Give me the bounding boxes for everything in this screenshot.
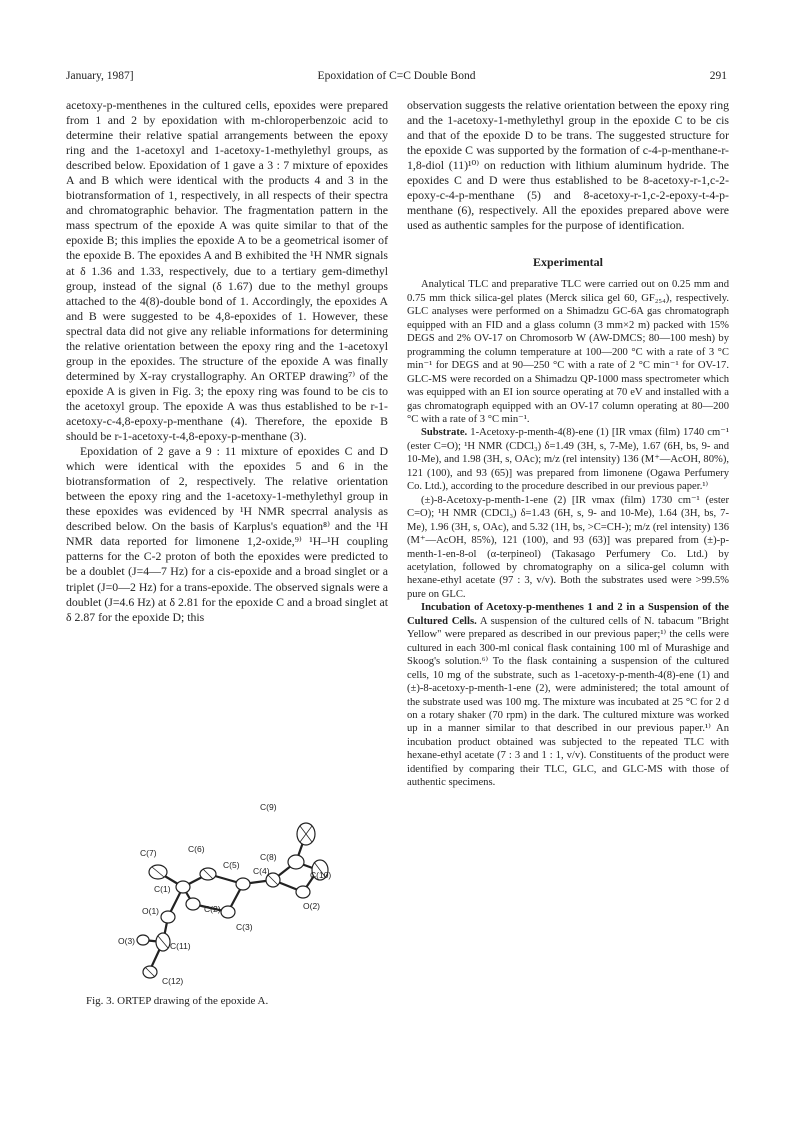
atom-label: O(3) xyxy=(118,936,135,946)
body-paragraph: Epoxidation of 2 gave a 9 : 11 mixture of epoxides C and D which were identical with the epoxides 5 and 6 in the biotransformation of 2, respectively. The relative orientation between the epoxy ring and the 1-acetoxy-1-methylethyl group in these epoxides was evidenced by ¹H NMR specrral analysis as described below. On the basis of Karplus's equation⁸⁾ and the ¹H NMR data reported for limonene 1,2-oxide,⁹⁾ ¹H–¹H coupling patterns for the C-2 proton of both the epoxides were predicted to be a doublet (J=4—7 Hz) for a cis-epoxide and a broad singlet or a triplet (J=0—2 Hz) for a trans-epoxide. The observed signals were a doublet (J=4.6 Hz) at δ 2.81 for the epoxide C and a broad singlet at δ 2.87 for the epoxide D; this xyxy=(66,444,388,624)
atom-label: C(2) xyxy=(204,904,221,914)
atom-label: C(7) xyxy=(140,848,157,858)
header-title: Epoxidation of C=C Double Bond xyxy=(317,70,476,82)
atom-label: C(3) xyxy=(236,922,253,932)
figure-caption: Fig. 3. ORTEP drawing of the epoxide A. xyxy=(86,995,269,1007)
atom-label: C(12) xyxy=(162,976,184,986)
ortep-drawing xyxy=(88,792,368,992)
running-header xyxy=(66,70,727,88)
paragraph-text: A suspension of the cultured cells of N. tabacum "Bright Yellow" were prepared as described in our previous paper;¹⁾ the cells were cultured in each 300-ml conical flask containing 100 ml of Murashige and Skoog's solution.⁶⁾ To the flask containing a suspension of the cultured cells, 10 mg of the substrate, such as 1-acetoxy-p-menth-4(8)-ene (1) and (±)-8-acetoxy-p-menth-1-ene (2), were administered; the total amount of the substrate used was 100 mg. The mixture was incubated at 25 °C for 2 d on a rotary shaker (70 rpm) in the dark. The cultured mixture was worked up in a manner similar to that described in our previous paper.¹⁾ An incubation product obtained was subjected to the repeated TLC with hexane-ethyl acetate (7 : 3 and 1 : 1, v/v). Constituents of the product were identified by comparing their TLC, GLC, and GLC-MS with those of authentic specimens. xyxy=(407,615,730,789)
atom-label: C(1) xyxy=(154,884,171,894)
experimental-section xyxy=(407,278,729,789)
body-paragraph: acetoxy-p-menthenes in the cultured cells, epoxides were prepared from 1 and 2 by epoxidation with m-chloroperbenzoic acid to determine their relative spatial arrangements between the epoxy ring and the 1-acetoxyl and 1-acetoxy-1-methylethyl groups, as described below. Epoxidation of 1 gave a 3 : 7 mixture of epoxides A and B which were identical with the products 4 and 3 in the biotransformation of 1, respectively, in all respects of their spectra and chromatographic behavior. The fragmentation pattern in the mass spectrum of the epoxide A was quite similar to that of the epoxide B; this implies the epoxide A to be a geometrical isomer of the epoxide B. The epoxides A and B exhibited the ¹H NMR signals at δ 1.36 and 1.33, respectively, due to a tertiary gem-dimethyl group, instead of the signal (δ 1.67) due to the methyl groups attached to the 4(8)-double bond of 1. Accordingly, the epoxides A and B were suggested to be 4,8-epoxides of 1. However, these spectral data did not give any reliable informations for determining the relative orientation between the epoxy ring and the 1-acetoxyl group in the epoxides. The structure of the epoxide A was finally determined by X-ray crystallography. An ORTEP drawing⁷⁾ of the epoxide A is given in Fig. 3; the epoxy ring was found to be cis to the acetoxyl group. The epoxide A was thus established to be r-1-acetoxy-c-4,8-epoxy-p-menthane (4). Therefore, the epoxide B should be r-1-acetoxy-t-4,8-epoxy-p-menthane (3). xyxy=(66,98,388,444)
page-number: 291 xyxy=(709,70,727,82)
body-paragraph xyxy=(407,601,729,789)
atom-label: O(2) xyxy=(303,901,320,911)
left-column xyxy=(66,98,388,625)
body-paragraph: (±)-8-Acetoxy-p-menth-1-ene (2) [IR νmax (film) 1730 cm⁻¹ (ester C=O); ¹H NMR (CDCl₃) δ=1.43 (6H, s, 9- and 10-Me), 1.64 (3H, bs, 7-Me), 1.96 (3H, s, OAc), and 5.32 (1H, bs, >C=CH-); m/z (rel intensity) 136 (M⁺—AcOH, 85%), 121 (100), and 93 (63)] was prepared from (±)-p-menth-1-en-8-ol (α-terpineol) (Takasago Perfumery Co. Ltd.) by acetylation, followed by chromatography on a silica-gel column with hexane-ethyl acetate (97 : 3, v/v). Both the substrates used were >99.5% pure on GLC. xyxy=(407,494,729,600)
atom-label: C(10) xyxy=(310,870,332,880)
body-paragraph: observation suggests the relative orientation between the epoxy ring and the 1-acetoxy-1-methylethyl group in the epoxide C to be cis and that of the epoxide D to be trans. The suggested structure for the epoxide C was supported by the formation of c-4-p-menthane-r-1,8-diol (11)¹⁰⁾ on reduction with lithium aluminum hydride. The epoxides C and D were thus established to be 8-acetoxy-r-1,c-2-epoxy-c-4-p-menthane (5) and 8-acetoxy-r-1,c-2-epoxy-t-4-p-menthane (6), respectively. All the epoxides prepared above were used as authentic samples for the purpose of identification. xyxy=(407,98,729,233)
run-in-heading: Substrate. xyxy=(421,427,468,439)
header-date: January, 1987] xyxy=(66,70,134,82)
section-heading: Experimental xyxy=(533,255,603,270)
run-in-heading: Incubation of Acetoxy-p-menthenes 1 and 2 in a Suspension of the Cultured Cells. xyxy=(407,602,729,627)
atom-label: C(8) xyxy=(260,852,277,862)
paragraph-text: 1-Acetoxy-p-menth-4(8)-ene (1) [IR νmax (film) 1740 cm⁻¹ (ester C=O); ¹H NMR (CDCl₃) δ=1.49 (3H, s, 7-Me), 1.67 (6H, bs, 9- and 10-Me), and 1.98 (3H, s, OAc); m/z (rel intensity) 136 (M⁺—AcOH, 80%), 121 (100), and 93 (65)] was prepared from limonene (Ogawa Perfumery Co. Ltd.), according to the procedure described in our previous paper.¹⁾ xyxy=(407,427,729,493)
right-column xyxy=(407,98,729,790)
atom-label: O(1) xyxy=(142,906,159,916)
atom-label: C(5) xyxy=(223,860,240,870)
body-paragraph xyxy=(407,426,729,493)
atom-label: C(9) xyxy=(260,802,277,812)
atom-label: C(11) xyxy=(170,941,191,951)
body-paragraph: Analytical TLC and preparative TLC were carried out on 0.25 mm and 0.75 mm thick silica-gel plates (Merck silica gel 60, GF₂₅₄), respectively. GLC analyses were performed on a Shimadzu GC-6A gas chromatograph equipped with an FID and a glass column (3 mm×2 m) packed with 15% DEGS and 2% OV-17 on Chromosorb W (AW-DMCS; 80—100 mesh) by programming the column temperature at 100—200 °C with a rate of 3 °C min⁻¹ for DEGS and at 90—250 °C with a rate of 2 °C min⁻¹ for OV-17. GLC-MS were recorded on a Shimadzu QP-1000 mass spectrometer which was equipped with an EI ion source operating at 70 eV and installed with a gas chromatograph equipped with an OV-17 column operating at 80—200 °C with a rate of 3 °C min⁻¹. xyxy=(407,279,729,425)
atom-label: C(4) xyxy=(253,866,270,876)
ortep-figure xyxy=(88,792,368,992)
atom-label: C(6) xyxy=(188,844,205,854)
